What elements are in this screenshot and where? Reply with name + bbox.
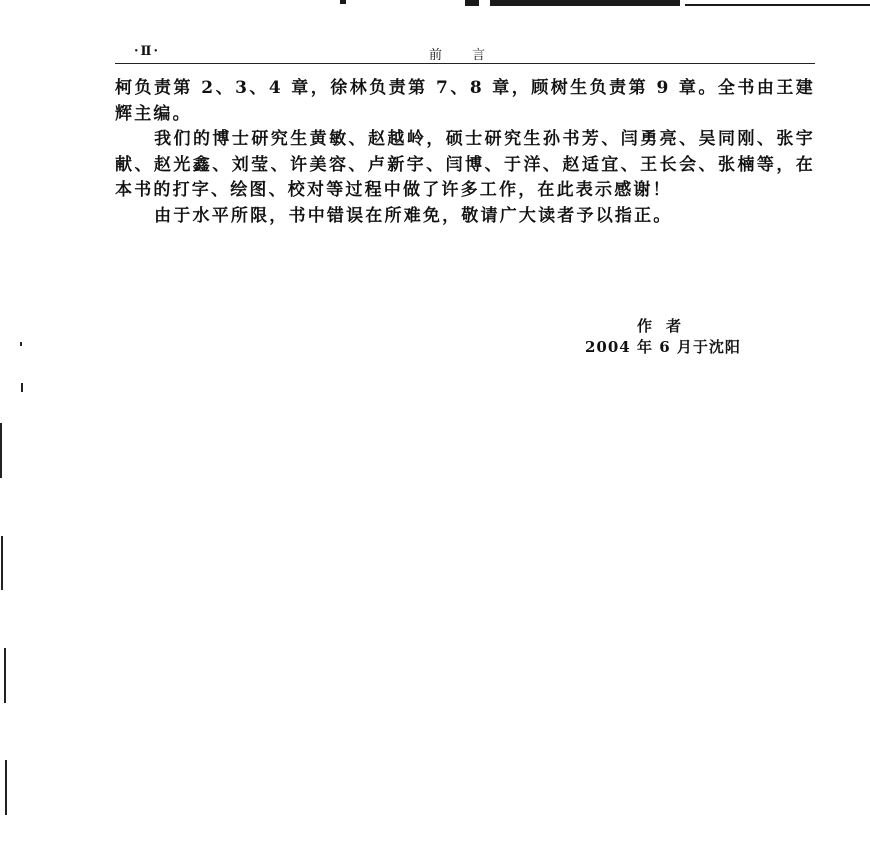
page-number: ·Ⅱ· [131, 44, 163, 59]
paragraph-continued: 柯负责第 2、3、4 章，徐林负责第 7、8 章，顾树生负责第 9 章。全书由王建辉主编。 [115, 78, 815, 124]
scan-mark [1, 536, 3, 590]
signature-block [585, 316, 815, 358]
scan-mark [20, 342, 22, 346]
signature-author: 作者 [637, 317, 696, 335]
scan-mark [21, 383, 23, 392]
signature-date: 2004 年 6 月于沈阳 [585, 338, 741, 356]
scan-top-artifact [340, 0, 870, 8]
scan-mark [4, 648, 6, 703]
body-text [115, 76, 815, 229]
running-header [115, 44, 815, 66]
paragraph-acknowledgements: 我们的博士研究生黄敏、赵越岭，硕士研究生孙书芳、闫勇亮、吴同刚、张宇献、赵光鑫、刘莹、许美容、卢新宇、闫博、于洋、赵适宜、王长会、张楠等，在本书的打字、绘图、校对等过程中做了许多工作，在此表示感谢！ [115, 129, 815, 200]
scan-mark [0, 423, 2, 478]
paragraph-corrections-request: 由于水平所限，书中错误在所难免，敬请广大读者予以指正。 [154, 205, 673, 226]
scan-mark [5, 760, 7, 815]
header-rule [115, 63, 815, 64]
section-title: 前言 [425, 44, 519, 63]
